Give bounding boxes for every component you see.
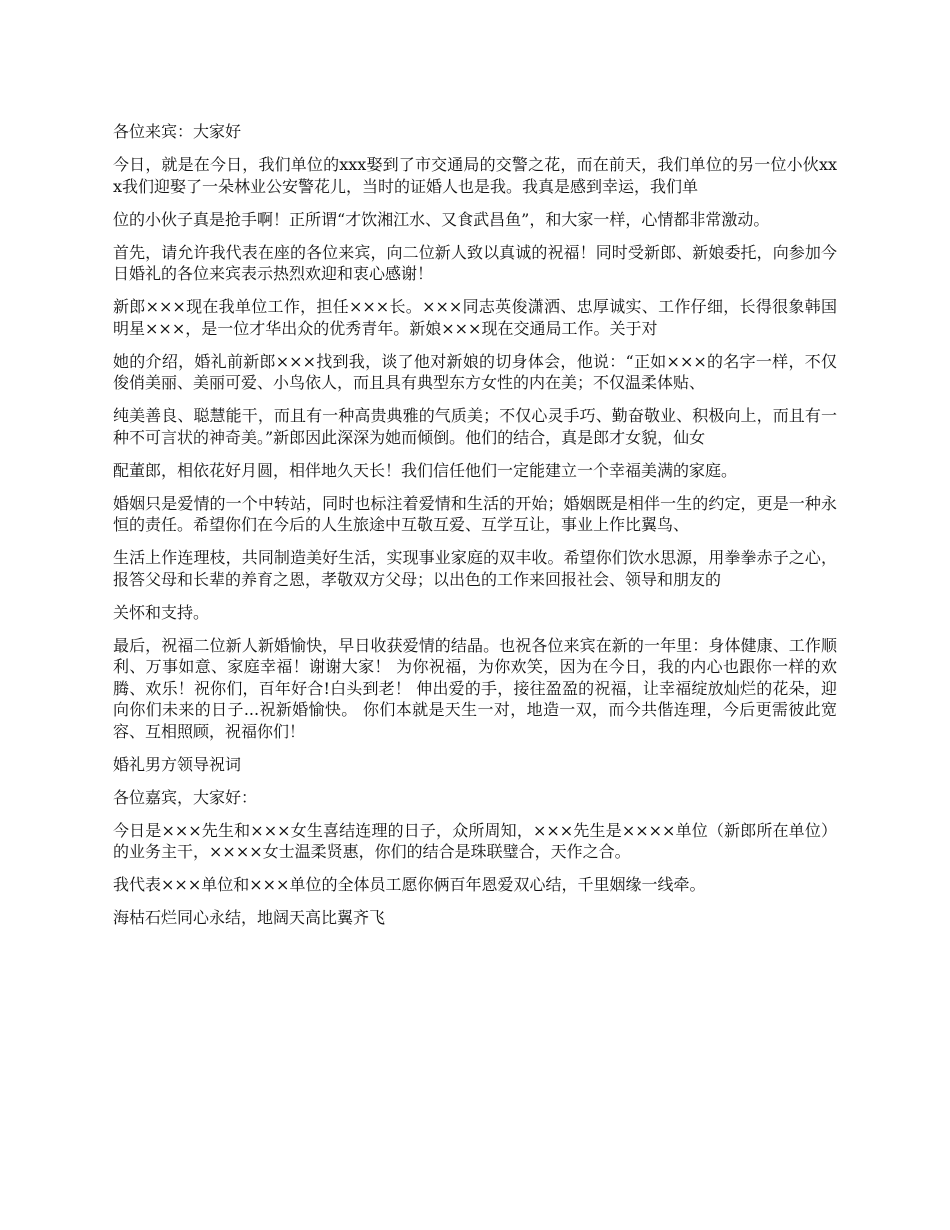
- paragraph: 海枯石烂同心永结，地阔天高比翼齐飞: [113, 908, 386, 927]
- paragraph: 最后，祝福二位新人新婚愉快，早日收获爱情的结晶。也祝各位来宾在新的一年里：身体健康、工作顺利、万事如意、家庭幸福！谢谢大家！ 为你祝福，为你欢笑，因为在今日，我的内心也跟你一样的欢腾、欢乐！祝你们，百年好合!白头到老！ 伸出爱的手，接往盈盈的祝福，让幸福绽放灿烂的花朵，迎向你们未来的日子...祝新婚愉快。 你们本就是天生一对，地造一双，而今共偕连理，今后更需彼此宽容、互相照顾，祝福你们！: [113, 635, 837, 741]
- paragraph: 配董郎，相依花好月圆，相伴地久天长！我们信任他们一定能建立一个幸福美满的家庭。: [113, 460, 738, 480]
- paragraph: 今日，就是在今日，我们单位的xxx娶到了市交通局的交警之花，而在前天，我们单位的另一位小伙xxx我们迎娶了一朵林业公安警花儿，当时的证婚人也是我。我真是感到幸运，我们单: [113, 155, 837, 196]
- paragraph-greeting: 各位来宾：大家好: [113, 122, 242, 141]
- document-body: [113, 121, 837, 940]
- paragraph: 婚姻只是爱情的一个中转站，同时也标注着爱情和生活的开始；婚姻既是相伴一生的约定，更是一种永恒的责任。希望你们在今后的人生旅途中互敬互爱、互学互让，事业上作比翼鸟、: [113, 493, 837, 534]
- paragraph: 首先，请允许我代表在座的各位来宾，向二位新人致以真诚的祝福！同时受新郎、新娘委托，向参加今日婚礼的各位来宾表示热烈欢迎和衷心感谢！: [113, 242, 837, 283]
- paragraph: 今日是×××先生和×××女生喜结连理的日子，众所周知，×××先生是××××单位（新郎所在单位）的业务主干，××××女士温柔贤惠，你们的结合是珠联璧合，天作之合。: [113, 820, 837, 861]
- paragraph: 新郎×××现在我单位工作，担任×××长。×××同志英俊潇洒、忠厚诚实、工作仔细，长得很象韩国明星×××，是一位才华出众的优秀青年。新娘×××现在交通局工作。关于对: [113, 297, 837, 338]
- paragraph: 纯美善良、聪慧能干，而且有一种高贵典雅的气质美；不仅心灵手巧、勤奋敬业、积极向上，而且有一种不可言状的神奇美。”新郎因此深深为她而倾倒。他们的结合，真是郎才女貌，仙女: [113, 406, 837, 447]
- paragraph: 生活上作连理枝，共同制造美好生活，实现事业家庭的双丰收。希望你们饮水思源，用拳拳赤子之心，报答父母和长辈的养育之恩，孝敬双方父母；以出色的工作来回报社会、领导和朋友的: [113, 548, 837, 589]
- paragraph: 位的小伙子真是抢手啊！正所谓“才饮湘江水、又食武昌鱼”，和大家一样，心情都非常激动。: [113, 209, 770, 229]
- section-heading: 婚礼男方领导祝词: [113, 754, 242, 774]
- paragraph: 我代表×××单位和×××单位的全体员工愿你俩百年恩爱双心结，千里姻缘一线牵。: [113, 875, 706, 894]
- paragraph-greeting: 各位嘉宾，大家好：: [113, 787, 258, 807]
- paragraph: 关怀和支持。: [113, 602, 210, 622]
- paragraph: 她的介绍，婚礼前新郎×××找到我，谈了他对新娘的切身体会，他说：“正如×××的名字一样，不仅俊俏美丽、美丽可爱、小鸟依人，而且具有典型东方女性的内在美；不仅温柔体贴、: [113, 351, 837, 392]
